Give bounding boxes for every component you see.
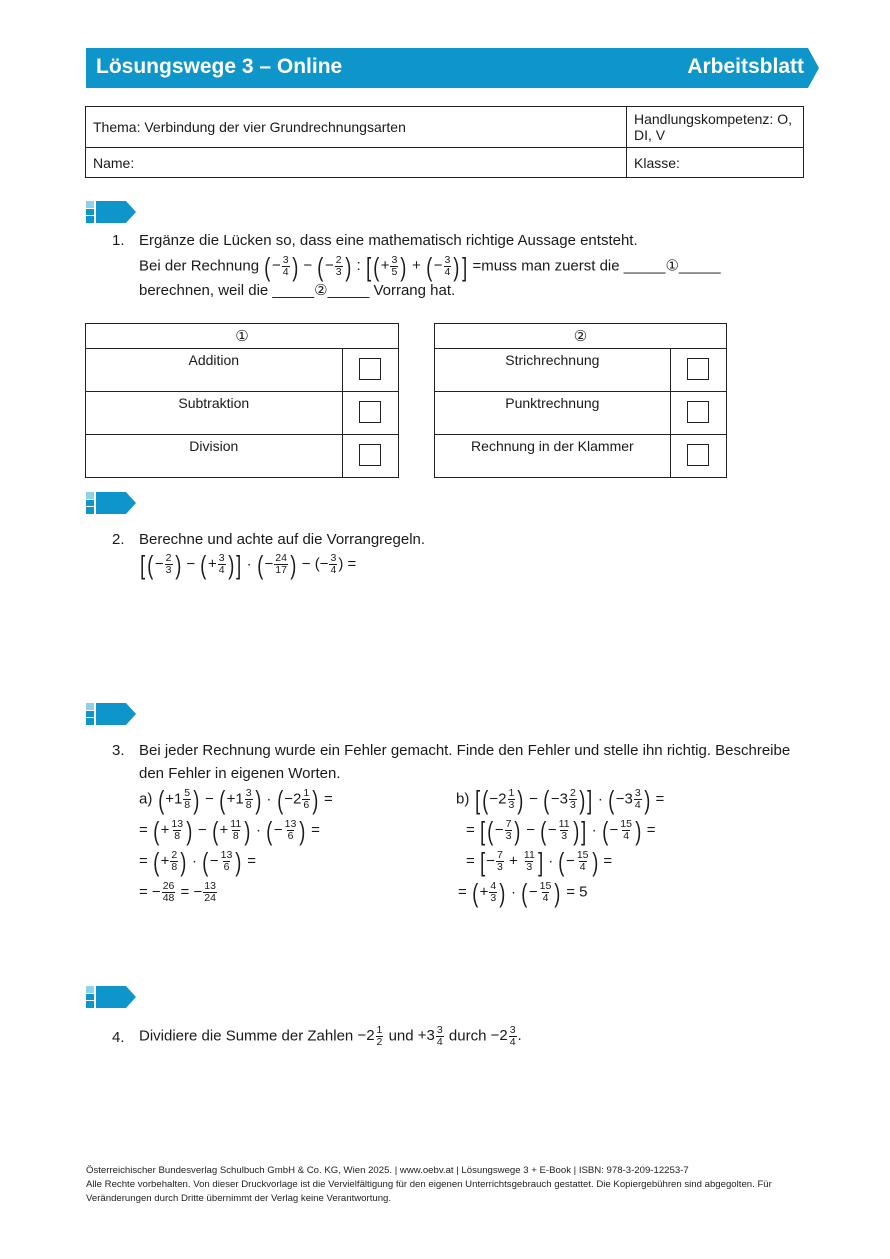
task3a-line4: = − $\frac{26}{48}$ = − $\frac{13}{24}$	[139, 880, 216, 904]
header-label: Arbeitsblatt	[687, 55, 804, 78]
task3-line1: Bei jeder Rechnung wurde ein Fehler gemacht. Finde den Fehler und stelle ihn richtig. Beschreibe	[139, 742, 791, 759]
kompetenz-cell: Handlungskompetenz: O, DI, V	[627, 107, 804, 148]
checkbox-punktrechnung[interactable]	[687, 401, 709, 423]
task3a-label: a)	[139, 790, 153, 808]
name-cell[interactable]: Name:	[86, 148, 627, 178]
klasse-cell[interactable]: Klasse:	[627, 148, 804, 178]
task3-number: 3.	[112, 742, 125, 759]
footer	[86, 1164, 772, 1206]
task3a-line1: a) (+1 $\frac{5}{8}$ ) − (+1 $\frac{3}{8}$ ) · (−2 $\frac{1}{6}$ ) =	[139, 784, 333, 815]
checkbox-klammer[interactable]	[687, 444, 709, 466]
option-division: Division	[86, 435, 343, 478]
task2-number: 2.	[112, 531, 125, 548]
task1-line2-prefix: Bei der Rechnung	[139, 257, 260, 275]
info-table	[85, 106, 804, 178]
task-marker-2	[86, 492, 136, 514]
task3a-line3: = (+ $\frac{2}{8}$ ) · (− $\frac{13}{6}$ ) =	[139, 846, 256, 877]
task3a-line2: = (+ $\frac{13}{8}$ ) − (+ $\frac{11}{8}$ ) · (− $\frac{13}{6}$ ) =	[139, 815, 320, 846]
option-addition: Addition	[86, 349, 343, 392]
task1-expression: (− $\frac{3}{4}$ ) − (− $\frac{2}{3}$ ) : [(+ $\frac{3}{5}$ ) + (− $\frac{3}{4}$ )]	[264, 251, 468, 282]
task4-durch: durch	[448, 1027, 487, 1045]
checkbox-strichrechnung[interactable]	[687, 358, 709, 380]
option-klammer: Rechnung in der Klammer	[435, 435, 671, 478]
task-marker-4	[86, 986, 136, 1008]
option-table-2	[434, 323, 727, 478]
task4-prefix: Dividiere die Summe der Zahlen	[139, 1027, 354, 1045]
option-table-1	[85, 323, 399, 478]
header-banner-tip	[808, 48, 819, 88]
option-subtraktion: Subtraktion	[86, 392, 343, 435]
thema-cell: Thema: Verbindung der vier Grundrechnungsarten	[86, 107, 627, 148]
task3b-line2: = [(− $\frac{7}{3}$ ) − (− $\frac{11}{3}$ )] · (− $\frac{15}{4}$ ) =	[466, 815, 656, 846]
task1-line1: Ergänze die Lücken so, dass eine mathematisch richtige Aussage entsteht.	[139, 232, 638, 249]
option-punktrechnung: Punktrechnung	[435, 392, 671, 435]
footer-line1: Österreichischer Bundesverlag Schulbuch GmbH & Co. KG, Wien 2025. | www.oebv.at | Lösungswege 3 + E-Book | ISBN: 978-3-209-12253-7	[86, 1165, 689, 1176]
task3b-label: b)	[456, 790, 470, 808]
header-title: Lösungswege 3 – Online	[96, 55, 343, 78]
task3b-line4: = (+ $\frac{4}{3}$ ) · (− $\frac{15}{4}$ ) = 5	[458, 877, 588, 908]
checkbox-subtraktion[interactable]	[359, 401, 381, 423]
task2-expression: [(− $\frac{2}{3}$ ) − (+ $\frac{3}{4}$ )] · (− $\frac{24}{17}$ ) − (− $\frac{3}{4}$ ) =	[140, 549, 357, 580]
checkbox-addition[interactable]	[359, 358, 381, 380]
task1-line2-suffix: =muss man zuerst die _____①_____	[472, 257, 721, 275]
footer-line3: Veränderungen durch Dritte übernimmt der Verlag keine Verantwortung.	[86, 1193, 392, 1204]
task1-line3: berechnen, weil die _____②_____ Vorrang hat.	[139, 282, 456, 299]
task1-line2	[139, 251, 721, 282]
task3b-line1: b) [(−2 $\frac{1}{3}$ ) − (−3 $\frac{2}{3}$ )] · (−3 $\frac{3}{4}$ ) =	[456, 784, 665, 815]
task-marker-3	[86, 703, 136, 725]
option-table-2-header: ②	[435, 324, 727, 349]
task4-line: Dividiere die Summe der Zahlen −2 $\frac{1}{2}$ und +3 $\frac{3}{4}$ durch −2 $\frac{3}{4}$ .	[139, 1024, 522, 1048]
task-marker-1	[86, 201, 136, 223]
task4-number: 4.	[112, 1029, 125, 1046]
footer-line2: Alle Rechte vorbehalten. Von dieser Druckvorlage ist die Vervielfältigung für den eigenen Unterrichtsgebrauch gestattet. Die Kopiergebühren sind abgegolten. Für	[86, 1179, 772, 1190]
task3b-line3: = [− $\frac{7}{3}$ + $\frac{11}{3}$ ] · (− $\frac{15}{4}$ ) =	[466, 846, 613, 877]
checkbox-division[interactable]	[359, 444, 381, 466]
task1-number: 1.	[112, 232, 125, 249]
option-table-1-header: ①	[86, 324, 399, 349]
task2-text: Berechne und achte auf die Vorrangregeln.	[139, 531, 426, 548]
task3-line2: den Fehler in eigenen Worten.	[139, 765, 341, 782]
option-strichrechnung: Strichrechnung	[435, 349, 671, 392]
task4-und: und	[388, 1027, 414, 1045]
